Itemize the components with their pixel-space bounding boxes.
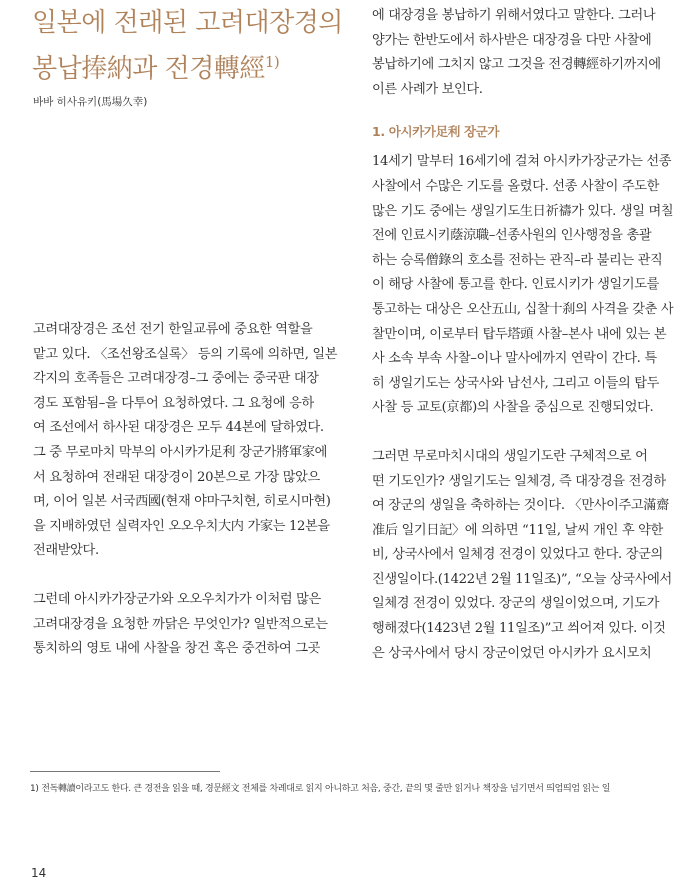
- text-line: 사 소속 부속 사찰–이나 말사에까지 연락이 간다. 특: [372, 351, 657, 367]
- text-line: 准后 일기日記〉에 의하면 “11일, 날씨 개인 후 약한: [372, 522, 663, 538]
- title-line-1: 일본에 전래된 고려대장경의: [32, 8, 343, 38]
- text-line: 그 중 무로마치 막부의 아시카가足利 장군가將軍家에: [33, 444, 328, 460]
- title-footnote-ref[interactable]: 1): [264, 53, 280, 71]
- text-line: 을 지배하였던 실력자인 오오우치大内 가家는 12본을: [33, 518, 330, 534]
- text-line: 사찰에서 수많은 기도를 올렸다. 선종 사찰이 주도한: [372, 178, 660, 194]
- text-line: 봉납하기에 그치지 않고 그것을 전경轉經하기까지에: [372, 57, 661, 73]
- author-name: 바바 히사유키(馬場久幸): [33, 96, 148, 108]
- title-line-2: [32, 43, 352, 89]
- text-line: 고려대장경은 조선 전기 한일교류에 중요한 역할을: [33, 322, 313, 337]
- text-line: 맡고 있다. 〈조선왕조실록〉 등의 기록에 의하면, 일본: [33, 346, 338, 362]
- text-line: 그런데 아시카가장군가와 오오우치가가 이처럼 많은: [33, 591, 321, 607]
- section-heading: 1. 아시카가足利 장군가: [372, 124, 500, 140]
- left-paragraph-2: [33, 588, 343, 662]
- text-line: 하는 승록僧錄의 호소를 전하는 관직–라 불리는 관직: [372, 252, 663, 268]
- left-column: [33, 318, 343, 662]
- text-line: 찰만이며, 이로부터 탑두塔頭 사찰–본사 내에 있는 본: [372, 326, 667, 342]
- text-line: 떤 기도인가? 생일기도는 일체경, 즉 대장경을 전경하: [372, 473, 666, 489]
- text-line: 히 생일기도는 상국사와 남선사, 그리고 이들의 탑두: [372, 375, 660, 391]
- text-line: 각지의 호족들은 고려대장경–그 중에는 중국판 대장: [33, 371, 319, 387]
- text-line: 양가는 한반도에서 하사받은 대장경을 다만 사찰에: [372, 32, 652, 48]
- text-line: 14세기 말부터 16세기에 걸쳐 아시카가장군가는 선종: [372, 154, 672, 170]
- right-paragraph-2: [372, 150, 682, 421]
- text-line: 며, 이어 일본 서국西國(현재 야마구치현, 히로시마현): [33, 494, 331, 510]
- text-line: 그러면 무로마치시대의 생일기도란 구체적으로 어: [372, 448, 648, 464]
- title-line-2-text: 봉납捧納과 전경轉經: [32, 54, 265, 84]
- text-line: 이 해당 사찰에 통고를 한다. 인료시키가 생일기도를: [372, 277, 660, 293]
- text-line: 여 조선에서 하사된 대장경은 모두 44본에 달하였다.: [33, 420, 324, 436]
- text-line: 고려대장경을 요청한 까닭은 무엇인가? 일반적으로는: [33, 616, 328, 632]
- text-line: 통고하는 대상은 오산五山, 십찰十刹의 사격을 갖춘 사: [372, 301, 674, 317]
- text-line: 진생일이다.(1422년 2월 11일조)”, “오늘 상국사에서: [372, 571, 672, 587]
- text-line: 에 대장경을 봉납하기 위해서였다고 말한다. 그러나: [372, 8, 656, 23]
- text-line: 전래받았다.: [33, 543, 99, 559]
- text-line: 많은 기도 중에는 생일기도生日祈禱가 있다. 생일 며칠: [372, 203, 674, 219]
- text-line: 비, 상국사에서 일체경 전경이 있었다고 한다. 장군의: [372, 547, 663, 563]
- text-line: 은 상국사에서 당시 장군이었던 아시카가 요시모치: [372, 645, 652, 661]
- footnote: 1) 전독轉讀이라고도 한다. 큰 경전을 읽을 때, 경문經文 전체를 차례대로 읽지 아니하고 처음, 중간, 끝의 몇 줄만 읽거나 책장을 넘기면서 띄엄띄엄 읽는 일: [30, 784, 611, 794]
- right-paragraph-3: [372, 445, 682, 666]
- text-line: 사찰 등 교토(京都)의 사찰을 중심으로 진행되었다.: [372, 400, 654, 416]
- left-paragraph-1: [33, 318, 343, 564]
- text-line: 여 장군의 생일을 축하하는 것이다. 〈만사이주고滿齋: [372, 498, 669, 514]
- text-line: 서 요청하여 전래된 대장경이 20본으로 가장 많았으: [33, 469, 320, 485]
- text-line: 경도 포함됨–을 다투어 요청하였다. 그 요청에 응하: [33, 395, 314, 411]
- text-line: 일체경 전경이 있었다. 장군의 생일이었으며, 기도가: [372, 596, 660, 612]
- article-title: [32, 4, 352, 89]
- page-number: 14: [31, 866, 47, 880]
- text-line: 전에 인료시키蔭涼職–선종사원의 인사행정을 총괄: [372, 228, 652, 244]
- right-column: [372, 4, 682, 666]
- right-paragraph-1: [372, 4, 682, 102]
- text-line: 이른 사례가 보인다.: [372, 81, 483, 97]
- footnote-divider: [30, 771, 220, 772]
- text-line: 통치하의 영토 내에 사찰을 창건 혹은 중건하여 그곳: [33, 641, 321, 657]
- text-line: 행해졌다(1423년 2월 11일조)”고 씌어져 있다. 이것: [372, 621, 666, 637]
